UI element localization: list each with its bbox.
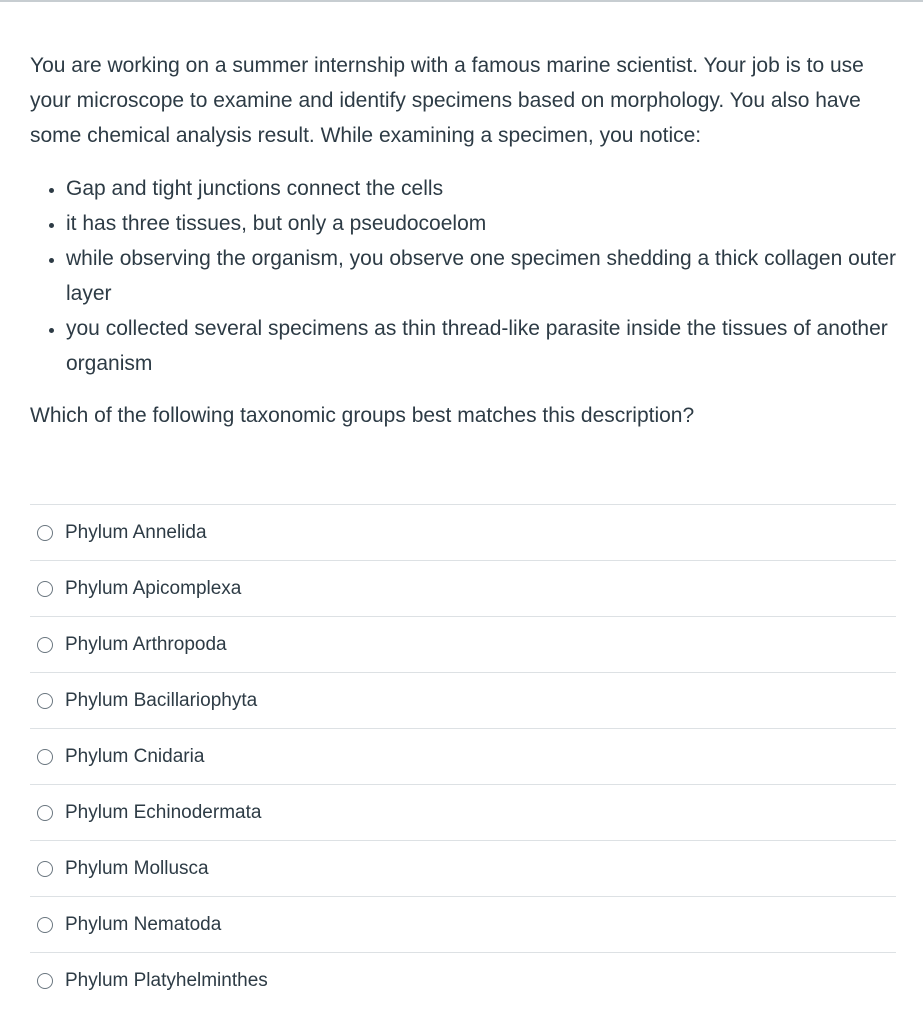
answer-label: Phylum Apicomplexa [65,577,242,599]
answer-label: Phylum Nematoda [65,913,222,935]
observation-item: • Gap and tight junctions connect the cells [66,171,896,206]
radio-button[interactable] [37,749,53,765]
observation-list [30,171,896,381]
radio-button[interactable] [37,973,53,989]
answer-label: Phylum Annelida [65,521,207,543]
answer-label: Phylum Cnidaria [65,745,205,767]
question-text [30,48,896,433]
answer-label: Phylum Platyhelminthes [65,969,268,991]
radio-button[interactable] [37,525,53,541]
answer-list [30,504,896,1008]
observation-item: • it has three tissues, but only a pseudocoelom [66,206,896,241]
observation-item: • while observing the organism, you observe one specimen shedding a thick collagen outer layer [66,241,896,311]
answer-label: Phylum Echinodermata [65,801,262,823]
top-divider [0,0,923,2]
answer-option-apicomplexa[interactable] [30,561,896,617]
answer-option-cnidaria[interactable] [30,729,896,785]
radio-button[interactable] [37,861,53,877]
radio-button[interactable] [37,693,53,709]
answer-option-annelida[interactable] [30,505,896,561]
radio-button[interactable] [37,637,53,653]
answer-label: Phylum Bacillariophyta [65,689,258,711]
question-prompt: Which of the following taxonomic groups best matches this description? [30,404,695,427]
answer-label: Phylum Arthropoda [65,633,227,655]
radio-button[interactable] [37,805,53,821]
radio-button[interactable] [37,917,53,933]
answer-option-arthropoda[interactable] [30,617,896,673]
answer-option-bacillariophyta[interactable] [30,673,896,729]
question-intro: You are working on a summer internship with a famous marine scientist. Your job is to use your microscope to examine and identify specimens based on morphology. You also have some chemical analysis result. While examining a specimen, you notice: [30,54,864,147]
answer-option-echinodermata[interactable] [30,785,896,841]
answer-option-mollusca[interactable] [30,841,896,897]
answer-label: Phylum Mollusca [65,857,209,879]
observation-item: • you collected several specimens as thin thread-like parasite inside the tissues of another organism [66,311,896,381]
answer-option-platyhelminthes[interactable] [30,953,896,1008]
answer-option-nematoda[interactable] [30,897,896,953]
radio-button[interactable] [37,581,53,597]
